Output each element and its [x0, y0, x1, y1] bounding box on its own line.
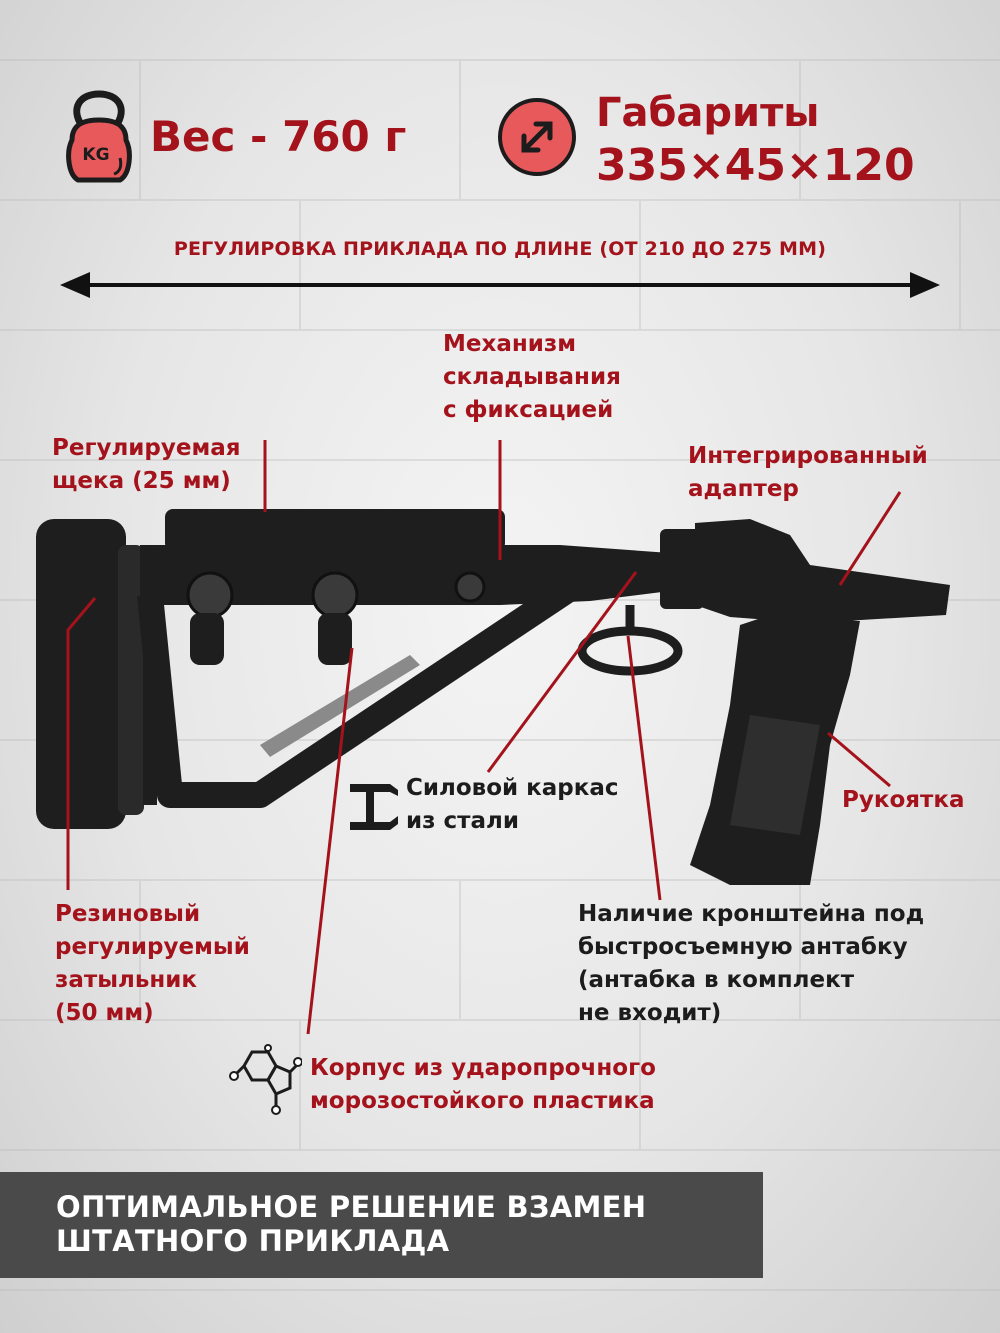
butt-pad-label: Резиновый регулируемый затыльник (50 мм) — [55, 901, 250, 1026]
frame-label: Силовой каркас из стали — [406, 775, 619, 834]
grip-callout-line — [828, 733, 890, 786]
dimensions-title: Габариты — [596, 90, 820, 136]
steel-beam-icon — [346, 780, 400, 834]
banner-text: ОПТИМАЛЬНОЕ РЕШЕНИЕ ВЗАМЕН ШТАТНОГО ПРИКЛАДА — [56, 1190, 647, 1258]
dimensions-value: 335×45×120 — [596, 140, 915, 191]
butt-pad-callout-line — [68, 598, 95, 890]
length-adjust-label: РЕГУЛИРОВКА ПРИКЛАДА ПО ДЛИНЕ (ОТ 210 ДО 275 ММ) — [173, 238, 827, 260]
folding-mechanism-label: Механизм складывания с фиксацией — [443, 331, 621, 423]
body-material-label: Корпус из ударопрочного морозостойкого пластика — [310, 1055, 656, 1114]
frame-callout-line — [488, 572, 636, 772]
weight-value: Вес - 760 г — [150, 112, 407, 161]
adapter-label: Интегрированный адаптер — [688, 443, 928, 502]
sling-callout-line — [628, 636, 660, 900]
molecule-icon — [228, 1042, 302, 1120]
grip-label: Рукоятка — [842, 787, 965, 813]
cheek-label: Регулируемая щека (25 мм) — [52, 435, 241, 494]
body-callout-line — [308, 648, 352, 1034]
sling-mount-label: Наличие кронштейна под быстросъемную антабку (антабка в комплект не входит) — [578, 901, 925, 1026]
kettlebell-label: KG — [82, 145, 110, 165]
